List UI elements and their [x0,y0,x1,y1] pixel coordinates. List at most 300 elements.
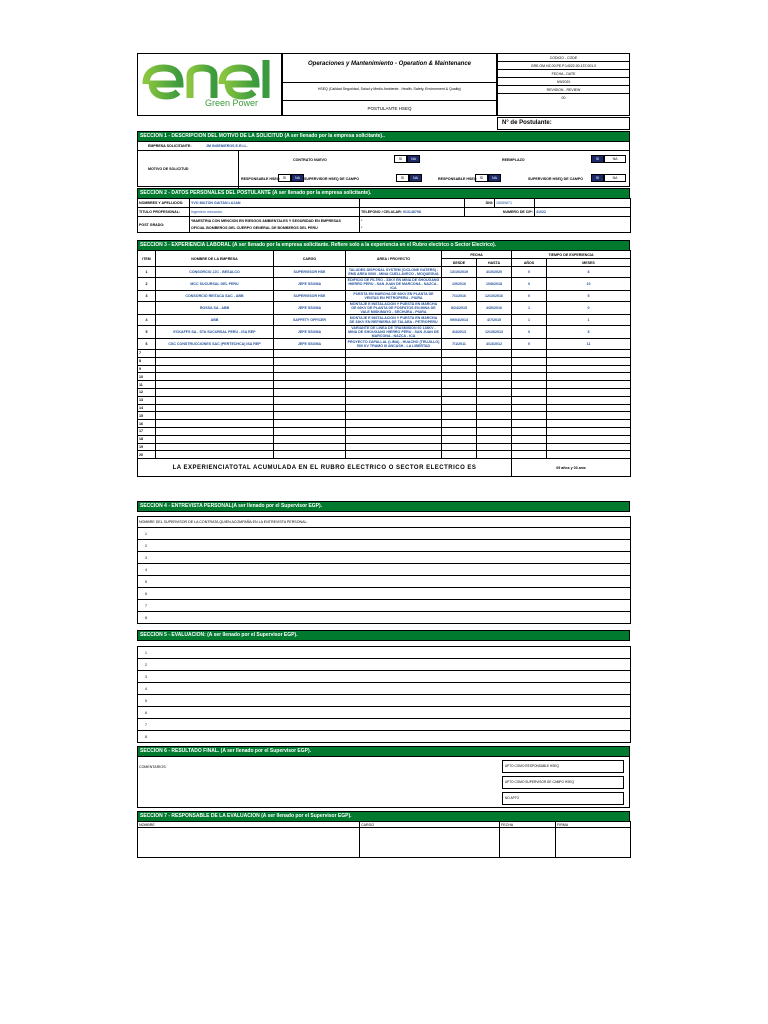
list-item-field[interactable] [138,588,631,600]
dni-label: DNI: [465,199,495,208]
empty-cell[interactable] [442,365,477,373]
empty-cell[interactable] [477,420,512,428]
postgrado-star-2: * [361,226,363,230]
option-no-apto[interactable] [502,792,624,805]
empty-cell[interactable] [274,412,346,420]
resp-hseq-label-2: RESPONSABLE HSEQ [438,177,477,181]
list-item-number: 5 [145,698,147,703]
header-cargo: CARGO [274,251,346,267]
postgrado-2: OFICIAL BOMBEROS DEL CUERPO GENERAL DE BOMBEROS DEL PERU [191,226,318,230]
cell-hasta: 4/13/2012 [477,339,512,350]
contrato-nuevo-label: CONTRATO NUEVO [293,158,327,162]
empresa-value: JM INGENIEROS E.R.I.L. [206,144,248,148]
option-apto-responsable-label: APTO COMO RESPONSABLE HSEQ [505,764,559,768]
evaluator-firma-field[interactable] [556,828,631,858]
empty-cell[interactable] [346,388,442,396]
list-item[interactable] [138,576,631,588]
empty-cell[interactable] [547,412,631,420]
empty-cell[interactable] [156,381,274,389]
empty-cell[interactable] [156,412,274,420]
list-item[interactable] [138,612,631,624]
cell-item: 12 [138,388,156,396]
empty-cell[interactable] [156,365,274,373]
empty-cell[interactable] [477,427,512,435]
list-item[interactable] [138,731,631,743]
contrato-nuevo-na[interactable]: NA [407,155,420,163]
empty-cell[interactable] [442,427,477,435]
empty-cell[interactable] [346,350,442,358]
table-row [138,435,631,443]
cell-item: 16 [138,420,156,428]
revision-label: REVISION - REVIEW [498,86,629,94]
list-item-field[interactable] [138,528,631,540]
list-item[interactable] [138,600,631,612]
empty-cell[interactable] [346,396,442,404]
empty-cell[interactable] [346,373,442,381]
cell-item: 1 [138,267,156,278]
empty-cell[interactable] [547,404,631,412]
table-row [138,350,631,358]
option-apto-responsable[interactable] [502,760,624,773]
header-subtitle: HSEQ (Calidad Seguridad, Salud y Medio Ambiente - Health, Safety, Environment & Quality) [283,82,496,100]
table-row [138,451,631,459]
list-item-field[interactable] [138,647,631,659]
interview-table [137,516,631,624]
cell-desde: 7/1/2011 [442,339,477,350]
list-item[interactable] [138,528,631,540]
empty-cell[interactable] [512,388,547,396]
empty-cell[interactable] [274,388,346,396]
empty-cell[interactable] [346,443,442,451]
list-item-number: 2 [145,543,147,548]
empty-cell[interactable] [346,357,442,365]
cell-meses: 8 [547,267,631,278]
cip-value: 41022 [535,208,631,217]
empty-cell[interactable] [547,435,631,443]
resp-hseq-si-1[interactable]: SI [278,174,291,182]
postgrado-1: *MAESTRIA CON MENCION EN RIESGOS AMBIENTALES Y SEGURIDAD EN EMPRESAS [191,219,341,223]
list-item-number: 4 [145,567,147,572]
personal-data-table [137,198,631,233]
empty-cell[interactable] [274,350,346,358]
empty-cell[interactable] [477,396,512,404]
empty-cell[interactable] [274,451,346,459]
list-item[interactable] [138,683,631,695]
empty-cell[interactable] [512,350,547,358]
empty-cell[interactable] [156,427,274,435]
header-area: AREA / PROYECTO [346,251,442,267]
cell-item: 4 [138,315,156,326]
empty-cell[interactable] [547,420,631,428]
empty-cell[interactable] [477,404,512,412]
list-item-number: 3 [145,555,147,560]
list-item-field[interactable] [138,552,631,564]
table-row [138,412,631,420]
empty-cell[interactable] [274,443,346,451]
empty-cell[interactable] [442,435,477,443]
comentarios-label: COMENTARIOS: [139,765,167,769]
empty-cell[interactable] [547,365,631,373]
revision-value: 00 [561,96,566,100]
sup-hseq-na-1[interactable]: NA [409,174,422,182]
empty-cell[interactable] [346,435,442,443]
cell-area: PROYECTO ZAPALLAL (LIMA) - HUACHO (TRUJILLO) 500 KV TRAMO III ANCASH - LA LIBERTAD [346,339,442,350]
list-item-field[interactable] [138,540,631,552]
cell-anos: 1 [512,315,547,326]
cell-desde: 4/4/2013 [442,326,477,339]
empty-cell[interactable] [442,373,477,381]
cell-area: MONTAJE E INSTALACION Y PUESTA EN MARCHA DE 33KV EN REFINERIA DE TALARA - PETROPERU [346,315,442,326]
cell-empresa: CONSORCIO JJC - BESALCO [156,267,274,278]
postgrado-star-1: * [361,219,363,223]
cell-cargo: JEFE SSOMA [274,339,346,350]
list-item[interactable] [138,719,631,731]
cell-item: 19 [138,443,156,451]
empty-cell[interactable] [477,451,512,459]
cell-item: 17 [138,427,156,435]
table-row [138,365,631,373]
motivo-label: MOTIVO DE SOLICITUD [148,167,189,171]
empty-cell[interactable] [547,381,631,389]
cell-cargo: SUPERVISOR HSE [274,291,346,302]
empty-cell[interactable] [346,451,442,459]
list-item[interactable] [138,564,631,576]
empty-cell[interactable] [346,427,442,435]
section-5-title: SECCION 5 - EVALUACION: (A ser llenado por el Supervisor EGP). [137,630,630,641]
cell-meses: 5 [547,291,631,302]
header-fecha: FECHA [442,251,512,259]
empty-cell[interactable] [547,388,631,396]
cell-item: 5 [138,326,156,339]
cell-desde: 13/10/2019 [442,267,477,278]
list-item[interactable] [138,588,631,600]
list-item-field[interactable] [138,731,631,743]
cell-hasta: 4/10/2020 [477,267,512,278]
evaluator-cargo-label: CARGO [360,822,500,828]
empty-cell[interactable] [156,404,274,412]
cell-anos: 0 [512,339,547,350]
empty-cell[interactable] [274,435,346,443]
cell-empresa: MCC SUCURSAL DEL PERU [156,278,274,291]
cell-cargo: JEFE SSOMA [274,302,346,315]
reemplazo-label: REEMPLAZO [502,158,525,162]
list-item-field[interactable] [138,671,631,683]
empty-cell[interactable] [512,357,547,365]
cell-cargo: JEFE SSOMA [274,326,346,339]
cell-desde: 8/24/2015 [442,302,477,315]
reemplazo-si[interactable]: SI [591,155,604,163]
list-item-number: 8 [145,734,147,739]
resp-hseq-na-2[interactable]: NA [488,174,501,182]
empty-cell[interactable] [512,435,547,443]
header-hasta: HASTA [477,259,512,267]
list-item-field[interactable] [138,576,631,588]
empty-cell[interactable] [477,357,512,365]
list-item-field[interactable] [138,564,631,576]
cell-area: TALUDES DISPOSAL SYSTEM (CICLONE GATERS) - EMS AREA 0000 - MINA CUELLAVECO - MOQUEGUA [346,267,442,278]
table-row [138,315,631,326]
table-row [138,339,631,350]
empty-cell[interactable] [512,404,547,412]
empty-cell[interactable] [274,420,346,428]
table-row [138,396,631,404]
table-row [138,404,631,412]
telefono-value: 913148798 [402,210,421,214]
contrato-nuevo-si[interactable]: SI [394,155,407,163]
cell-hasta: 4/7/2015 [477,315,512,326]
cell-item: 7 [138,350,156,358]
list-item-number: 1 [145,650,147,655]
experience-table [137,250,631,477]
cell-hasta: 12/10/2016 [477,291,512,302]
date-label: FECHA - DATE [498,70,629,78]
list-item-field[interactable] [138,707,631,719]
list-item-number: 3 [145,674,147,679]
cell-cargo: SAFFETY OFFICER [274,315,346,326]
empty-cell[interactable] [442,396,477,404]
code-label: CODIGO - CODE [498,54,629,62]
empty-cell[interactable] [547,443,631,451]
final-result-box [137,756,630,808]
cip-label: NUMERO DE CIP: [465,208,535,217]
empty-cell[interactable] [512,412,547,420]
cell-item: 11 [138,381,156,389]
list-item-field[interactable] [138,600,631,612]
empty-cell[interactable] [547,396,631,404]
cell-item: 3 [138,291,156,302]
empty-cell[interactable] [274,427,346,435]
sup-hseq-label-1: SUPERVISOR HSEQ DE CAMPO [304,177,360,181]
empty-cell[interactable] [477,365,512,373]
empty-cell[interactable] [477,373,512,381]
sup-hseq-si-1[interactable]: SI [396,174,409,182]
empty-cell[interactable] [274,404,346,412]
cell-anos: 0 [512,326,547,339]
interview-note: NOMBRE DEL SUPERVISOR DE LA CONTRATA QUIEN ACOMPAÑA EN LA ENTREVISTA PERSONAL: [138,517,631,528]
section-3-title: SECCION 3 - EXPERIENCIA LABORAL (A ser llenado por la empresa solicitante. Refiere solo a la experiencia en el Rubro electrico o Sector Electrico). [137,240,630,251]
empty-cell[interactable] [512,420,547,428]
empty-cell[interactable] [156,443,274,451]
evaluator-fecha-field[interactable] [500,828,556,858]
empty-cell[interactable] [156,451,274,459]
cell-item: 10 [138,373,156,381]
option-apto-supervisor-label: APTO COMO SUPERVISOR DE CAMPO HSEQ [505,780,574,784]
list-item[interactable] [138,647,631,659]
table-row [138,302,631,315]
empty-cell[interactable] [442,451,477,459]
header-tiempo: TIEMPO DE EXPERIENCIA [512,251,631,259]
cell-area: VARIANTE DE LINEA DE TRASMISION 60 138KV - MINA DE SHOUGANG HIERRO PERU - SAN JUAN DE MARCONA - NAZCA - ICA [346,326,442,339]
list-item[interactable] [138,695,631,707]
empty-cell[interactable] [442,381,477,389]
titulo-label: TITULO PROFESIONAL: [138,208,190,217]
cell-desde: 7/1/2016 [442,291,477,302]
cell-desde: 09/04/2014 [442,315,477,326]
list-item-field[interactable] [138,683,631,695]
empty-cell[interactable] [512,443,547,451]
list-item-number: 5 [145,579,147,584]
cell-empresa: CONSORCIO REITACA SAC - ABB [156,291,274,302]
cell-area: MONTAJE E INSTALACION Y PUESTA EN MARCHA DE 66KV DE PLANTA DE FOSFATOS EN MINA DE VALE MISKIMAYO - SECHURA - PIURA [346,302,442,315]
empty-cell[interactable] [346,412,442,420]
section-1-title: SECCION 1 - DESCRIPCION DEL MOTIVO DE LA SOLICITUD (A ser llenado por la empresa solicitante).. [137,131,630,142]
dni-value: 18089871 [495,199,535,208]
evaluation-table [137,646,631,743]
list-item[interactable] [138,671,631,683]
table-row [138,326,631,339]
table-row [138,427,631,435]
document-name: POSTULANTE HSEQ [283,100,496,120]
empty-cell[interactable] [346,420,442,428]
empty-cell[interactable] [477,388,512,396]
empty-cell[interactable] [346,404,442,412]
cell-meses: 10 [547,278,631,291]
empty-cell[interactable] [156,435,274,443]
logo-subtitle: Green Power [205,98,259,108]
empty-cell[interactable] [547,373,631,381]
list-item-field[interactable] [138,612,631,624]
empty-cell[interactable] [156,388,274,396]
list-item-number: 4 [145,686,147,691]
table-row [138,278,631,291]
list-item[interactable] [138,552,631,564]
empty-cell[interactable] [512,451,547,459]
list-item-number: 1 [145,531,147,536]
list-item[interactable] [138,540,631,552]
empty-cell[interactable] [512,427,547,435]
empty-cell[interactable] [477,443,512,451]
empty-cell[interactable] [442,420,477,428]
cell-anos: 0 [512,291,547,302]
evaluator-nombre-label: NOMBRE [138,822,360,828]
evaluator-cargo-field[interactable] [360,828,500,858]
empty-cell[interactable] [442,404,477,412]
section-2-title: SECCION 2 - DATOS PERSONALES DEL POSTULANTE (A ser llenado por la empresa solicitante). [137,188,630,199]
empty-cell[interactable] [156,357,274,365]
empty-cell[interactable] [512,373,547,381]
titulo-value: Ingeniero mecanico [190,208,360,217]
cell-item: 13 [138,396,156,404]
empty-cell[interactable] [442,443,477,451]
empty-cell[interactable] [156,350,274,358]
evaluator-nombre-field[interactable] [138,828,360,858]
telefono-label: TELEFONO / CELULAR: [361,210,402,214]
list-item-number: 6 [145,591,147,596]
total-experience-value: 09 años y 03 ams [512,459,631,477]
empty-cell[interactable] [477,381,512,389]
empty-cell[interactable] [274,381,346,389]
option-apto-supervisor[interactable] [502,776,624,789]
empty-cell[interactable] [346,381,442,389]
empty-cell[interactable] [156,420,274,428]
empty-cell[interactable] [274,373,346,381]
empty-cell[interactable] [547,427,631,435]
empty-cell[interactable] [477,350,512,358]
empty-cell[interactable] [346,365,442,373]
table-row [138,267,631,278]
list-item-field[interactable] [138,659,631,671]
empresa-label: EMPRESA SOLICITANTE: [148,144,192,148]
empty-cell[interactable] [442,388,477,396]
resp-hseq-label-1: RESPONSABLE HSEQ [241,177,280,181]
empty-cell[interactable] [477,412,512,420]
empty-cell[interactable] [512,381,547,389]
cell-meses: 8 [547,326,631,339]
empty-cell[interactable] [547,350,631,358]
cell-item: 15 [138,412,156,420]
table-row [138,420,631,428]
empty-cell[interactable] [442,412,477,420]
cell-anos: 0 [512,267,547,278]
evaluator-table [137,821,631,858]
empty-cell[interactable] [274,365,346,373]
cell-item: 14 [138,404,156,412]
list-item-number: 8 [145,615,147,620]
empty-cell[interactable] [547,451,631,459]
empty-cell[interactable] [477,435,512,443]
cell-item: 2 [138,278,156,291]
list-item-number: 6 [145,710,147,715]
cell-hasta: 4/30/2016 [477,302,512,315]
table-row [138,388,631,396]
cell-item: 6 [138,339,156,350]
postgrado-label: POST GRADO: [138,217,190,233]
cell-empresa: ECKAFFS SA - STA SUCURSAL PERU - ISA REP [156,326,274,339]
empty-cell[interactable] [512,396,547,404]
empty-cell[interactable] [512,365,547,373]
header-desde: DESDE [442,259,477,267]
list-item-field[interactable] [138,719,631,731]
empty-cell[interactable] [156,396,274,404]
empty-cell[interactable] [274,396,346,404]
empty-cell[interactable] [156,373,274,381]
list-item-field[interactable] [138,695,631,707]
cell-item: 9 [138,365,156,373]
cell-cargo: SUPERVISOR HSE [274,267,346,278]
cell-anos: 1 [512,302,547,315]
nombres-label: NOMBRES Y APELLIDOS: [138,199,190,208]
resp-hseq-na-1[interactable]: NA [291,174,304,182]
evaluator-firma-label: FIRMA [556,822,631,828]
cell-meses: 11 [547,339,631,350]
code-value: GRE.OM.HZ.00.PE.P.14022.00.137.001.0 [498,62,629,70]
reemplazo-na[interactable]: NA [604,155,626,163]
cell-hasta: 10/8/2018 [477,278,512,291]
section-4-title: SECCION 4 - ENTREVISTA PERSONAL(A ser llenado por el Supervisor EGP). [137,501,630,512]
cell-empresa: ROSSA SA - ABB [156,302,274,315]
empty-cell[interactable] [442,350,477,358]
cell-empresa: CSC CONSTRUCCIONES SAC (PERTECHCA) ISA REP [156,339,274,350]
total-experience-label: LA EXPERIENCIATOTAL ACUMULADA EN EL RUBRO ELECTRICO O SECTOR ELECTRICO ES [138,459,512,477]
list-item-number: 2 [145,662,147,667]
list-item[interactable] [138,659,631,671]
header-meses: MESES [547,259,631,267]
list-item[interactable] [138,707,631,719]
section-1-body [137,141,630,187]
empty-cell[interactable] [547,357,631,365]
header-title: Operaciones y Mantenimiento - Operation & Maintenance [307,61,472,67]
cell-item: 8 [138,357,156,365]
sup-hseq-si-2[interactable]: SI [591,174,604,182]
empty-cell[interactable] [274,357,346,365]
empty-cell[interactable] [442,357,477,365]
sup-hseq-na-2[interactable]: NA [604,174,626,182]
header-empresa: NOMBRE DE LA EMPRESA [156,251,274,267]
cell-desde: 1/9/2016 [442,278,477,291]
table-row [138,373,631,381]
resp-hseq-si-2[interactable]: SI [475,174,488,182]
cell-anos: 0 [512,278,547,291]
